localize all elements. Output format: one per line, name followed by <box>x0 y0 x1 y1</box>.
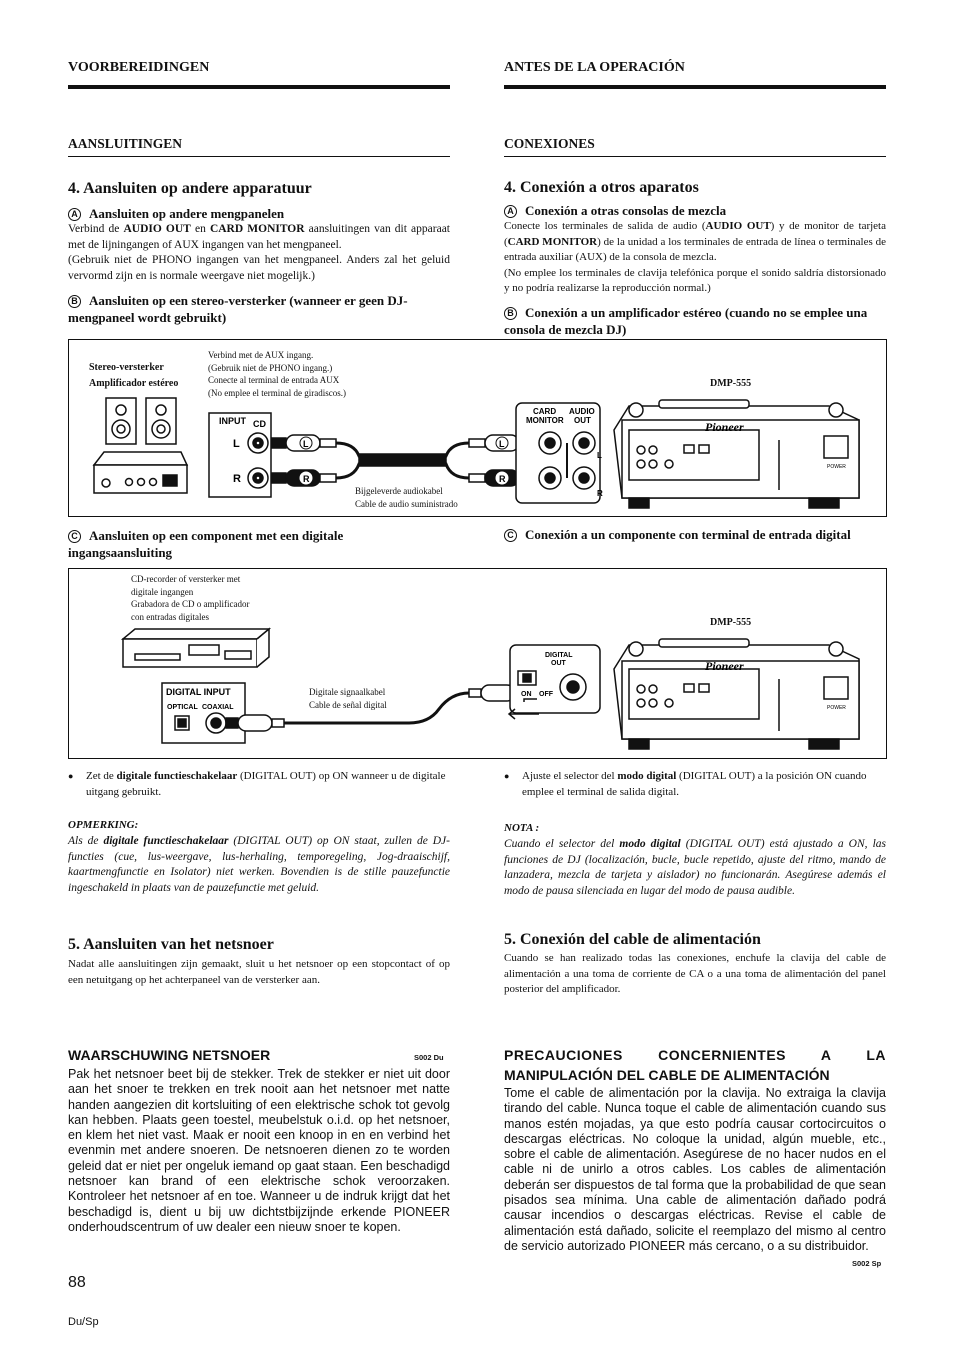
off-label: OFF <box>539 691 553 698</box>
es-c-title: C Conexión a un componente con terminal de entrada digital <box>504 526 886 543</box>
amplifier-icon <box>94 452 187 493</box>
plug-l-label: L <box>499 439 505 449</box>
page-number: 88 <box>68 1274 86 1291</box>
subheader-es: CONEXIONES <box>504 136 595 151</box>
section-header-nl: VOORBEREIDINGEN <box>68 60 210 75</box>
digital-cable-note: Digitale signaalkabel Cable de señal digital <box>309 687 387 710</box>
marker-b: B <box>68 295 81 308</box>
es-note-body: Cuando el selector del modo digital (DIGITAL OUT) está ajustado a ON, las funciones de DJ (localización, bucle, bucle repetido, ajuste del ritmo, mando de lanzadera, mezcla de tarjeta y aislador) no funcionarán. Asegúrese además el modo de pausa silenciada en lugar del modo de pausa audible. <box>504 838 886 897</box>
model-label: DMP-555 <box>710 378 752 389</box>
nl-bullet: ● Zet de digitale functieschakelaar (DIGITAL OUT) op ON wanneer u de digitale uitgang gebruikt. <box>86 769 450 800</box>
digital-input-label: DIGITAL INPUT <box>166 687 231 697</box>
es-b-title: B Conexión a un amplificador estéreo (cuando no se emplee una consola de mezcla DJ) <box>504 305 868 337</box>
nl-warning-code: S002 Du <box>414 1053 444 1062</box>
plug-l-label: L <box>303 439 309 449</box>
l-label: L <box>233 438 240 450</box>
card-label: CARD <box>533 407 557 416</box>
power-label: POWER <box>827 464 846 470</box>
aux-note: Verbind met de AUX ingang. (Gebruik niet de PHONO ingang.) Conecte al terminal de entrada AUX (No emplee el terminal de giradiscos.) <box>208 350 346 398</box>
es-warning-body: Tome el cable de alimentación por la clavija. No extraiga la clavija tirando del cable. Nunca toque el cable de alimentación cuando sus manos estén mojadas, ya que esto podría causar cortocircuitos o descargas eléctricas. No coloque la unidad, algún mueble, etc., sobre el cable de alimentación. Asegúrese de no hacer nudos en el cable ni de unirlo a otros cables. Los cables de alimentación deberán ser dispuestos de tal forma que la probabilidad de que sean pisados sea mínima. Una cable de alimentación dañado podrá causar incendios o descargas eléctricas. Revise el cable de alimentación está dañado, solicite el reemplazo del mismo al centro de servicio autorizado PIONEER más cercano, o a su distribuidor. <box>504 1086 886 1253</box>
marker-c: C <box>504 529 517 542</box>
diagram-amplifier-connection <box>68 339 887 517</box>
marker-c: C <box>68 530 81 543</box>
panel-r-label: R <box>597 489 603 498</box>
power-label: POWER <box>827 705 846 711</box>
subheader-nl: AANSLUITINGEN <box>68 136 183 151</box>
es-a-body: Conecte los terminales de salida de audio (AUDIO OUT) y de monitor de tarjeta (CARD MONITOR) de la unidad a los terminales de entrada de línea o terminales de entrada auxiliar (AUX) de la consola de mezcla. (No emplee los terminales de clavija telefónica porque el sonido saldría distorsionado y no podría realizarse la reproducción normal.) <box>504 220 887 294</box>
marker-a: A <box>504 205 517 218</box>
on-label: ON <box>521 691 532 698</box>
brand-label: Pioneer <box>705 659 744 673</box>
section-header-es: ANTES DE LA OPERACIÓN <box>504 60 685 75</box>
nl-a-body: Verbind de AUDIO OUT en CARD MONITOR aansluitingen van dit apparaat met de lijningangen of AUX ingangen van het mengpaneel. (Gebruik niet de PHONO ingangen van het mengpaneel. Anders zal het geluid vervormd zijn en is normale weergave niet mogelijk.) <box>68 223 450 282</box>
digital-cable-icon <box>226 685 527 731</box>
amp-label-nl: Stereo-versterker <box>89 362 164 373</box>
nl-b-title: B Aansluiten op een stereo-versterker (wanneer er geen DJ-mengpaneel wordt gebruikt) <box>68 293 408 325</box>
amp-label-es: Amplificador estéreo <box>89 378 179 389</box>
model-label: DMP-555 <box>710 617 752 628</box>
es-warning-title-2: MANIPULACIÓN DEL CABLE DE ALIMENTACIÓN <box>504 1067 830 1083</box>
subheader-rule-es <box>504 156 886 157</box>
dmp-555-unit-icon <box>614 400 859 508</box>
cd-recorder-icon <box>123 629 269 667</box>
header-rule-es <box>504 85 886 89</box>
nl-a-title: A Aansluiten op andere mengpanelen <box>68 206 450 222</box>
es-section5-body: Cuando se han realizado todas las conexiones, enchufe la clavija del cable de alimentación a una toma de corriente de CA o a una toma de alimentación del panel posterior del amplificador. <box>504 952 886 995</box>
nl-section5-title: 5. Aansluiten van het netsnoer <box>68 936 274 953</box>
subheader-rule-nl <box>68 156 450 157</box>
dmp-555-unit-icon <box>614 639 859 749</box>
diagram2-illustration <box>69 569 886 758</box>
speaker-right-icon <box>146 398 176 444</box>
es-section4-title: 4. Conexión a otros aparatos <box>504 179 699 196</box>
speaker-left-icon <box>106 398 136 444</box>
nl-warning-title: WAARSCHUWING NETSNOER <box>68 1047 271 1063</box>
recorder-label: CD-recorder of versterker met digitale ingangen Grabadora de CD o amplificador con entradas digitales <box>131 574 250 622</box>
brand-label: Pioneer <box>705 420 744 434</box>
es-note-title: NOTA : <box>504 822 540 834</box>
language-code: Du/Sp <box>68 1316 99 1328</box>
header-rule-nl <box>68 85 450 89</box>
digital-out-label-1: DIGITAL <box>545 652 573 659</box>
audio-label: AUDIO <box>569 407 595 416</box>
es-a-title: A Conexión a otras consolas de mezcla <box>504 203 886 219</box>
plug-r-label: R <box>499 474 506 484</box>
r-label: R <box>233 473 241 485</box>
es-warning-code: S002 Sp <box>852 1259 882 1268</box>
coaxial-label: COAXIAL <box>202 704 234 711</box>
nl-warning-body: Pak het netsnoer beet bij de stekker. Trek de stekker er niet uit door aan het snoer te trekken en trek nooit aan het netsnoer met natte handen aangezien dit kortsluiting of een elektrische schok tot gevolg kan hebben. Plaats geen toestel, meubelstuk o.i.d. op het netsnoer, en klem het niet vast. Maak er nooit een knoop in en en verbind het evenmin met andere snoeren. De netsnoeren dienen zo te worden geleid dat er niet per ongeluk iemand op gaat staan. Een beschadigd netsnoer kan brand of een elektrische schok veroorzaken. Kontroleer het netsnoer af en toe. Wanneer u de indruk krijgt dat het beschadigd is, dient u bij uw dichtstbijzijnde erkende PIONEER onderhoudscentrum of uw dealer een nieuw snoer te kopen. <box>68 1067 450 1234</box>
plug-r-label: R <box>303 474 310 484</box>
nl-note-body: Als de digitale functieschakelaar (DIGITAL OUT) op ON staat, zullen de DJ-functies (cue, lus-weergave, lus-herhaling, temporegeling, Jog-draaischijf, kaartmengfunctie en Isolator) niet werken. Bovendien is de stille pauzefunctie ingeschakeld in plaats van de pauzefunctie met geluid. <box>68 835 450 894</box>
digital-out-label-2: OUT <box>551 660 566 667</box>
cd-label: CD <box>253 419 266 429</box>
marker-b: B <box>504 307 517 320</box>
es-bullet: ● Ajuste el selector del modo digital (DIGITAL OUT) a la posición ON cuando emplee el terminal de salida digital. <box>522 769 886 800</box>
out-label: OUT <box>574 416 591 425</box>
input-label: INPUT <box>219 416 246 426</box>
panel-l-label: L <box>597 451 602 460</box>
nl-note-title: OPMERKING: <box>68 819 139 831</box>
cable-note: Bijgeleverde audiokabel Cable de audio suministrado <box>355 486 458 509</box>
nl-section5-body: Nadat alle aansluitingen zijn gemaakt, sluit u het netsnoer op een stopcontact of op een netuitgang op het achterpaneel van de versterker aan. <box>68 958 450 986</box>
optical-label: OPTICAL <box>167 704 198 711</box>
marker-a: A <box>68 208 81 221</box>
nl-c-title: C Aansluiten op een component met een digitale ingangsaansluiting <box>68 528 344 560</box>
diagram-digital-connection <box>68 568 887 759</box>
diagram1-illustration <box>69 340 886 516</box>
nl-section4-title: 4. Aansluiten op andere apparatuur <box>68 180 312 197</box>
es-warning-title-1: PRECAUCIONES CONCERNIENTES A LA <box>504 1047 886 1063</box>
monitor-label: MONITOR <box>526 416 564 425</box>
es-section5-title: 5. Conexión del cable de alimentación <box>504 931 761 948</box>
